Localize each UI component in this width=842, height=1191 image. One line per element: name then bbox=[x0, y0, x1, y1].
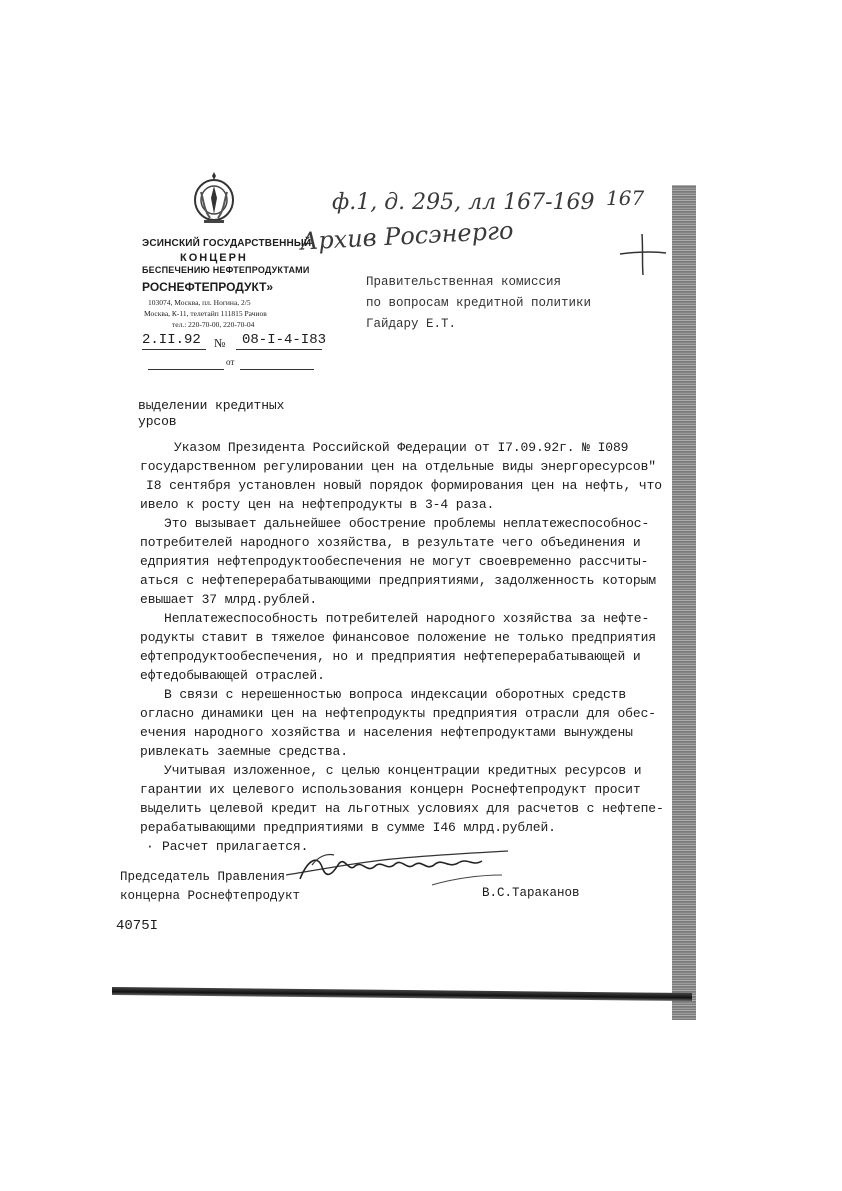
body-line: I8 сентября установлен новый порядок формирования цен на нефть, что bbox=[146, 478, 662, 493]
signatory-name: В.С.Тараканов bbox=[482, 886, 580, 900]
body-line: Неплатежеспособность потребителей народного хозяйства за нефте- bbox=[164, 611, 650, 626]
body-line: Расчет прилагается. bbox=[162, 839, 309, 854]
letterhead-address2: Москва, К-11, телетайп 111815 Рачиов bbox=[144, 309, 267, 318]
body-line: Указом Президента Российской Федерации от I7.09.92г. № I089 bbox=[174, 440, 629, 455]
body-line: выделить целевой кредит на льготных условиях для расчетов с нефтепе- bbox=[140, 801, 664, 816]
body-line: В связи с нерешенностью вопроса индексации оборотных средств bbox=[164, 687, 627, 702]
scan-edge-shadow bbox=[672, 185, 696, 1020]
date-underline bbox=[142, 349, 206, 350]
recipient-line1: Правительственная комиссия bbox=[366, 275, 562, 289]
body-line: Учитывая изложенное, с целью концентрации кредитных ресурсов и bbox=[164, 763, 642, 778]
signature-title1: Председатель Правления bbox=[120, 870, 286, 884]
body-line: аться с нефтеперерабатывающими предприятиями, задолженность которым bbox=[140, 573, 656, 588]
signature-title2: концерна Роснефтепродукт bbox=[120, 889, 301, 903]
state-emblem-icon bbox=[190, 170, 238, 226]
scan-bottom-edge bbox=[112, 987, 692, 1001]
archive-name-note: Архив Росэнерго bbox=[299, 216, 515, 256]
letter-number: 08-I-4-I83 bbox=[242, 332, 327, 348]
letter-date: 2.II.92 bbox=[142, 332, 201, 348]
body-line: ефтедобывающей отраслей. bbox=[140, 668, 325, 683]
footer-code: 4075I bbox=[116, 918, 159, 934]
body-line: родукты ставит в тяжелое финансовое положение не только предприятия bbox=[140, 630, 656, 645]
letterhead-org-name: РОСНЕФТЕПРОДУКТ» bbox=[142, 280, 274, 294]
recipient-line3: Гайдару Е.Т. bbox=[366, 317, 457, 331]
body-line: ривлекать заемные средства. bbox=[140, 744, 348, 759]
from-underline-left bbox=[148, 369, 224, 370]
bullet-dot: · bbox=[146, 839, 154, 854]
letterhead-org-line1: ЭСИНСКИЙ ГОСУДАРСТВЕННЫЙ bbox=[142, 238, 312, 249]
subject-line1: выделении кредитных bbox=[138, 398, 285, 413]
body-line: евышает 37 млрд.рублей. bbox=[140, 592, 318, 607]
from-underline-right bbox=[240, 369, 314, 370]
handwritten-cross-mark bbox=[618, 232, 668, 276]
recipient-line2: по вопросам кредитной политики bbox=[366, 296, 592, 310]
from-label: от bbox=[226, 357, 235, 367]
number-underline bbox=[236, 349, 322, 350]
subject-line2: урсов bbox=[138, 414, 177, 429]
body-line: огласно динамики цен на нефтепродукты предприятия отрасли для обес- bbox=[140, 706, 656, 721]
body-line: гарантии их целевого использования концерн Роснефтепродукт просит bbox=[140, 782, 641, 797]
body-line: государственном регулировании цен на отдельные виды энергоресурсов" bbox=[140, 459, 656, 474]
body-line: рерабатывающими предприятиями в сумме I46 млрд.рублей. bbox=[140, 820, 556, 835]
body-line: ефтепродуктообеспечения, но и предприятия нефтеперерабатывающей и bbox=[140, 649, 641, 664]
letter-number-label: № bbox=[214, 336, 226, 350]
body-line: потребителей народного хозяйства, в результате чего объединения и bbox=[140, 535, 641, 550]
archive-reference-note: ф.1, д. 295, лл 167-169 bbox=[332, 190, 595, 215]
archive-page-number: 167 bbox=[606, 186, 645, 210]
body-line: ивело к росту цен на нефтепродукты в 3-4 раза. bbox=[140, 497, 495, 512]
body-line: едприятия нефтепродуктообеспечения не могут своевременно рассчиты- bbox=[140, 554, 649, 569]
handwritten-signature bbox=[282, 845, 512, 893]
letterhead-org-line2: КОНЦЕРН bbox=[180, 252, 248, 264]
letterhead-org-line3: БЕСПЕЧЕНИЮ НЕФТЕПРОДУКТАМИ bbox=[142, 265, 310, 275]
body-line: ечения народного хозяйства и населения нефтепродуктами вынуждены bbox=[140, 725, 633, 740]
letterhead-phone: тел.: 220-70-00, 220-70-04 bbox=[172, 320, 255, 329]
body-line: Это вызывает дальнейшее обострение проблемы неплатежеспособнос- bbox=[164, 516, 650, 531]
letterhead-address1: 103074, Москва, пл. Ногина, 2/5 bbox=[148, 298, 251, 307]
